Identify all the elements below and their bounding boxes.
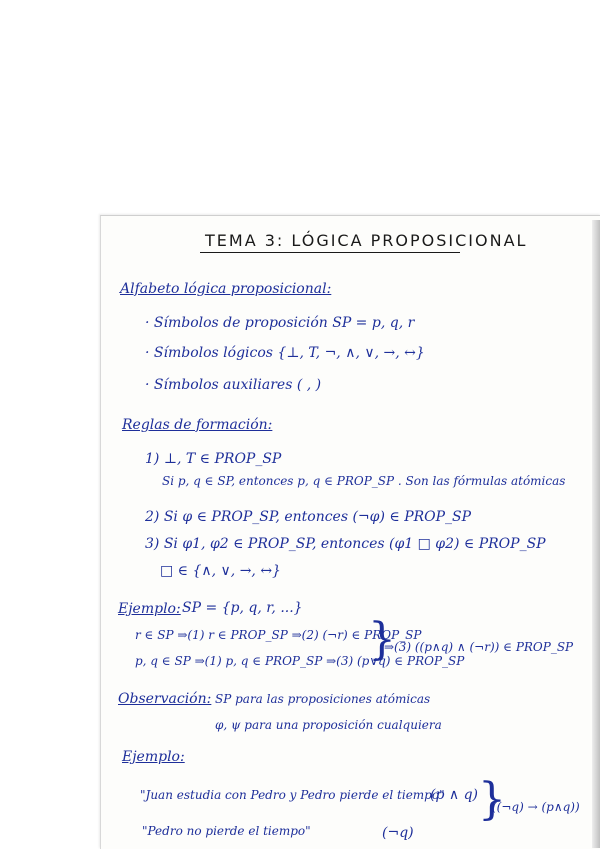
example2-quote-2: "Pedro no pierde el tiempo" bbox=[142, 824, 311, 838]
brace-icon: } bbox=[478, 774, 506, 825]
brace-icon: } bbox=[368, 614, 396, 665]
example2-formula-2: (¬q) bbox=[382, 825, 414, 841]
example-result: ⇒(3) ((p∧q) ∧ (¬r)) ∈ PROP_SP bbox=[384, 640, 574, 654]
list-item: · Símbolos lógicos {⊥, T, ¬, ∧, ∨, →, ↔} bbox=[145, 345, 425, 361]
example2-result: ((¬q) → (p∧q)) bbox=[492, 800, 580, 814]
example-sp-set: SP = {p, q, r, ...} bbox=[182, 600, 303, 616]
section-heading-alfabeto: Alfabeto lógica proposicional: bbox=[120, 281, 332, 297]
rule-1-detail: Si p, q ∈ SP, entonces p, q ∈ PROP_SP . Son las fórmulas atómicas bbox=[162, 474, 566, 488]
section-heading-ejemplo: Ejemplo: bbox=[118, 601, 181, 617]
title-underline bbox=[200, 252, 460, 253]
rule-3: 3) Si φ1, φ2 ∈ PROP_SP, entonces (φ1 □ φ2) ∈ PROP_SP bbox=[145, 536, 546, 552]
rule-1: 1) ⊥, T ∈ PROP_SP bbox=[145, 451, 282, 467]
rule-3-operators: □ ∈ {∧, ∨, →, ↔} bbox=[160, 563, 281, 579]
observation-line-2: φ, ψ para una proposición cualquiera bbox=[215, 718, 442, 732]
list-item: · Símbolos auxiliares ( , ) bbox=[145, 377, 322, 393]
page-edge bbox=[592, 220, 600, 848]
example2-formula-1: (p ∧ q) bbox=[430, 787, 478, 803]
list-item: · Símbolos de proposición SP = p, q, r bbox=[145, 315, 415, 331]
section-heading-reglas: Reglas de formación: bbox=[122, 417, 273, 433]
section-heading-ejemplo-2: Ejemplo: bbox=[122, 749, 185, 765]
example2-quote-1: "Juan estudia con Pedro y Pedro pierde el tiempo" bbox=[140, 788, 445, 802]
section-heading-observacion: Observación: bbox=[118, 691, 212, 707]
observation-line-1: SP para las proposiciones atómicas bbox=[215, 692, 431, 706]
example-line-2: p, q ∈ SP ⇒(1) p, q ∈ PROP_SP ⇒(3) (p∨q) ∈ PROP_SP bbox=[135, 654, 465, 668]
rule-2: 2) Si φ ∈ PROP_SP, entonces (¬φ) ∈ PROP_SP bbox=[145, 509, 472, 525]
example-line-1: r ∈ SP ⇒(1) r ∈ PROP_SP ⇒(2) (¬r) ∈ PROP_SP bbox=[135, 628, 422, 642]
page-title: TEMA 3: LÓGICA PROPOSICIONAL bbox=[205, 231, 528, 250]
